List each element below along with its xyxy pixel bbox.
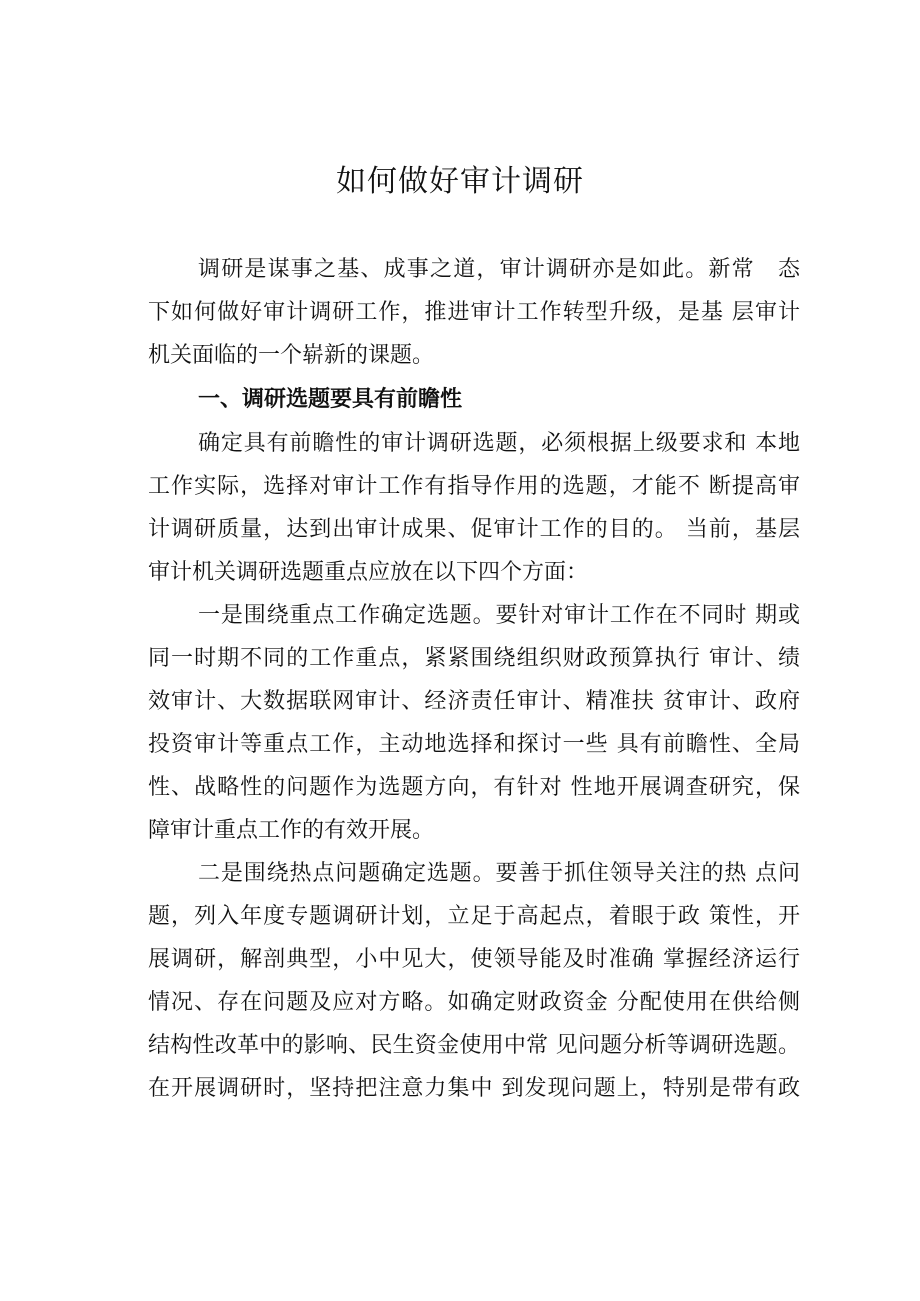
paragraph-line: 机关面临的一个崭新的课题。	[148, 343, 435, 368]
paragraph-line: 下如何做好审计调研工作，推进审计工作转型升级，是基 层审计	[148, 300, 800, 325]
paragraph-line: 工作实际，选择对审计工作有指导作用的选题，才能不 断提高审	[148, 474, 800, 499]
paragraph-line: 同一时期不同的工作重点，紧紧围绕组织财政预算执行 审计、绩	[148, 646, 800, 671]
paragraph-line: 计调研质量，达到出审计成果、促审计工作的目的。 当前，基层	[148, 517, 800, 542]
paragraph-line: 性、战略性的问题作为选题方向，有针对 性地开展调查研究，保	[148, 775, 800, 800]
document-body	[148, 248, 800, 1110]
paragraph-line: 调研是谋事之基、成事之道，审计调研亦是如此。新常 态	[198, 257, 800, 282]
paragraph-line: 情况、存在问题及应对方略。如确定财政资金 分配使用在供给侧	[148, 990, 800, 1015]
paragraph-line: 结构性改革中的影响、民生资金使用中常 见问题分析等调研选题。	[148, 1033, 800, 1058]
document-title: 如何做好审计调研	[336, 164, 584, 199]
paragraph-line: 一是围绕重点工作确定选题。要针对审计工作在不同时 期或	[198, 603, 800, 628]
paragraph-line: 投资审计等重点工作，主动地选择和探讨一些 具有前瞻性、全局	[148, 732, 800, 757]
paragraph-line: 二是围绕热点问题确定选题。要善于抓住领导关注的热 点问	[198, 861, 800, 886]
paragraph-line: 题，列入年度专题调研计划，立足于高起点，着眼于政 策性，开	[148, 904, 800, 929]
paragraph-line: 展调研，解剖典型，小中见大，使领导能及时准确 掌握经济运行	[148, 947, 800, 972]
paragraph-line: 审计机关调研选题重点应放在以下四个方面：	[148, 560, 589, 585]
paragraph-line: 效审计、大数据联网审计、经济责任审计、精准扶 贫审计、政府	[148, 689, 800, 714]
paragraph-line: 障审计重点工作的有效开展。	[148, 818, 435, 843]
paragraph-line: 确定具有前瞻性的审计调研选题，必须根据上级要求和 本地	[198, 431, 800, 456]
section-heading: 一、调研选题要具有前瞻性	[198, 387, 463, 412]
paragraph-line: 在开展调研时，坚持把注意力集中 到发现问题上，特别是带有政	[148, 1076, 800, 1101]
